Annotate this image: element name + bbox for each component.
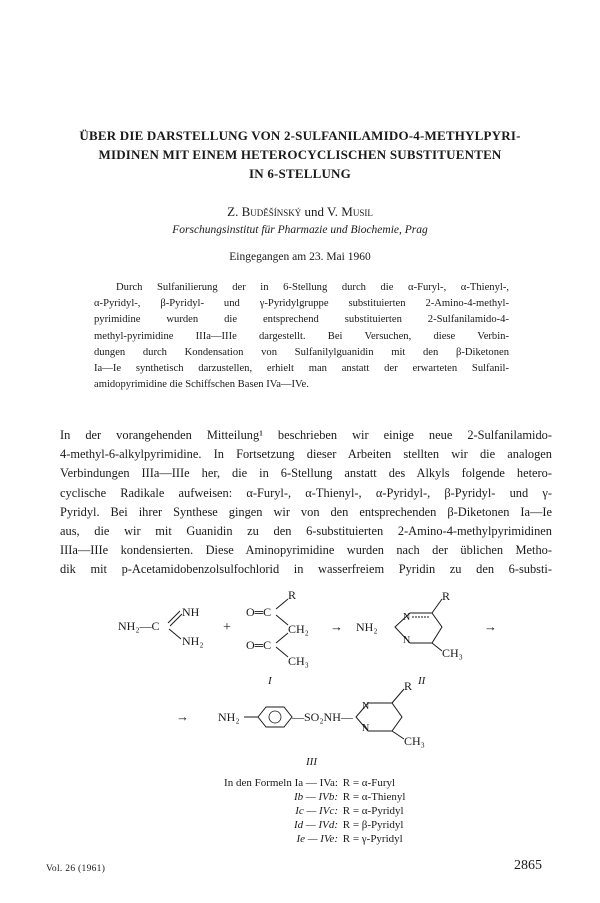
diketone-carbonyl-1: O═C	[246, 605, 272, 619]
aminopyr-n1: N	[403, 612, 411, 623]
title-line-1: ÜBER DIE DARSTELLUNG VON 2-SULFANILAMIDO-4-METHYLPYRI-	[79, 128, 521, 143]
title-line-3: IN 6-STELLUNG	[249, 166, 351, 181]
sulfanilamide-product-structure	[218, 679, 425, 768]
product-n2: N	[362, 723, 370, 734]
abstract-line: amidopyrimidine die Schiffschen Basen IVa—IVe.	[94, 379, 309, 391]
body-line: IIIa—IIIe kondensierten. Diese Aminopyrimidine wurden nach der üblichen Metho-	[60, 543, 552, 558]
benzene-ring	[258, 707, 292, 727]
abstract-line: dungen durch Kondensation von Sulfanilylguanidin mit den β-Diketonen	[94, 346, 509, 358]
guanidine-nh: NH	[182, 605, 200, 619]
abstract-line: Ia—Ie synthetisch darzustellen, erhielt man anstatt der erwarteten Sulfanil-	[94, 363, 509, 375]
bond	[169, 629, 181, 639]
formula-legend	[196, 776, 405, 846]
reaction-arrow-3: →	[176, 709, 189, 724]
body-line: Verbindungen IIIa—IIIe her, die in 6-Stellung anstatt des Alkyls folgende hetero-	[60, 466, 552, 481]
legend-label: Ie — IVe:	[296, 833, 338, 845]
product-so2nh: —SO₂NH—	[292, 710, 353, 724]
abstract-line: pyrimidine wurden die entsprechend substituierten 2-Sulfanilamido-4-	[94, 314, 509, 326]
journal-volume: Vol. 26 (1961)	[46, 864, 106, 874]
legend-row	[196, 832, 405, 846]
bond	[392, 689, 404, 703]
bond	[432, 599, 442, 613]
plus-sign: +	[223, 620, 231, 635]
legend-row	[196, 790, 405, 804]
product-n1: N	[362, 701, 370, 712]
author2-surname: Musil	[341, 204, 373, 219]
author-line	[0, 204, 600, 220]
compound-label-III: III	[306, 756, 317, 768]
guanidine-structure	[118, 605, 204, 648]
legend-row	[196, 804, 405, 818]
diketone-ch3: CH₃	[288, 654, 309, 668]
bond	[170, 614, 182, 626]
product-nh2: NH₂	[218, 710, 240, 724]
aminopyrimidine-structure	[356, 589, 463, 687]
reaction-arrow-1: →	[330, 619, 343, 634]
aminopyr-ch3: CH₃	[442, 646, 463, 660]
page-number: 2865	[514, 858, 542, 873]
legend-value: R = α-Pyridyl	[342, 805, 404, 817]
article-title	[40, 126, 560, 183]
legend-label: In den Formeln Ia — IVa:	[224, 777, 338, 789]
product-r: R	[404, 679, 413, 693]
legend-label: Ic — IVc:	[295, 805, 338, 817]
author-connector: und V.	[301, 204, 342, 219]
reaction-scheme	[0, 585, 600, 775]
author1-surname: Buděšínský	[241, 204, 302, 219]
guanidine-nh2: NH₂	[182, 634, 204, 648]
diketone-r: R	[288, 588, 297, 602]
bond	[392, 731, 404, 739]
compound-label-II: II	[418, 675, 426, 687]
body-line: Pyridyl. Bei ihrer Synthese gingen wir von den entsprechenden β-Diketonen Ia—Ie	[60, 504, 552, 519]
title-line-2: MIDINEN MIT EINEM HETEROCYCLISCHEN SUBSTITUENTEN	[98, 147, 502, 162]
legend-value: R = α-Furyl	[342, 777, 396, 789]
body-line: cyclische Radikale aufweisen: α-Furyl-, α-Thienyl-, α-Pyridyl-, β-Pyridyl- und γ-	[60, 485, 552, 500]
received-date: Eingegangen am 23. Mai 1960	[229, 251, 371, 263]
abstract-line: α-Pyridyl-, β-Pyridyl- und γ-Pyridylgruppe substituierten 2-Amino-4-methyl-	[94, 298, 509, 310]
author1-initial: Z.	[227, 204, 242, 219]
legend-label: Id — IVd:	[294, 819, 338, 831]
product-ch3: CH₃	[404, 734, 425, 748]
abstract-line: Durch Sulfanilierung der in 6-Stellung durch die α-Furyl-, α-Thienyl-,	[116, 282, 509, 293]
aminopyr-n2: N	[403, 635, 411, 646]
diketone-structure	[246, 588, 309, 687]
legend-row	[196, 776, 405, 790]
bond	[276, 647, 288, 657]
diketone-carbonyl-2: O═C	[246, 638, 272, 652]
compound-label-I: I	[268, 675, 272, 687]
reaction-arrow-2: →	[484, 619, 497, 634]
aromatic-circle	[269, 711, 281, 723]
legend-value: R = β-Pyridyl	[342, 819, 404, 831]
legend-label: Ib — IVb:	[294, 791, 338, 803]
diketone-ch2: CH₂	[288, 622, 309, 636]
legend-value: R = α-Thienyl	[342, 791, 406, 803]
bond	[276, 633, 288, 643]
bond	[276, 599, 288, 609]
body-line: In der vorangehenden Mitteilung¹ beschrieben wir einige neue 2-Sulfanilamido-	[60, 428, 552, 442]
abstract-line: methyl-pyrimidine IIIa—IIIe dargestellt. Bei Versuchen, diese Verbin-	[94, 330, 509, 342]
abstract	[94, 280, 509, 393]
guanidine-nh2-c: NH₂—C	[118, 619, 160, 633]
bond	[276, 615, 288, 625]
aminopyr-nh2: NH₂	[356, 620, 378, 634]
legend-value: R = γ-Pyridyl	[342, 833, 403, 845]
body-text	[60, 426, 552, 580]
legend-row	[196, 818, 405, 832]
body-line: dik mit p-Acetamidobenzolsulfochlorid in wasserfreiem Pyridin zu den 6-substi-	[60, 562, 552, 577]
body-line: aus, die wir mit Guanidin zu den 6-substituierten 2-Amino-4-methylpyrimidinen	[60, 524, 552, 539]
institution: Forschungsinstitut für Pharmazie und Biochemie, Prag	[172, 224, 428, 236]
aminopyr-r: R	[442, 589, 451, 603]
body-line: 4-methyl-6-alkylpyrimidine. In Fortsetzung dieser Arbeiten stellten wir die analogen	[60, 447, 552, 462]
bond	[168, 611, 180, 623]
bond	[432, 643, 442, 651]
